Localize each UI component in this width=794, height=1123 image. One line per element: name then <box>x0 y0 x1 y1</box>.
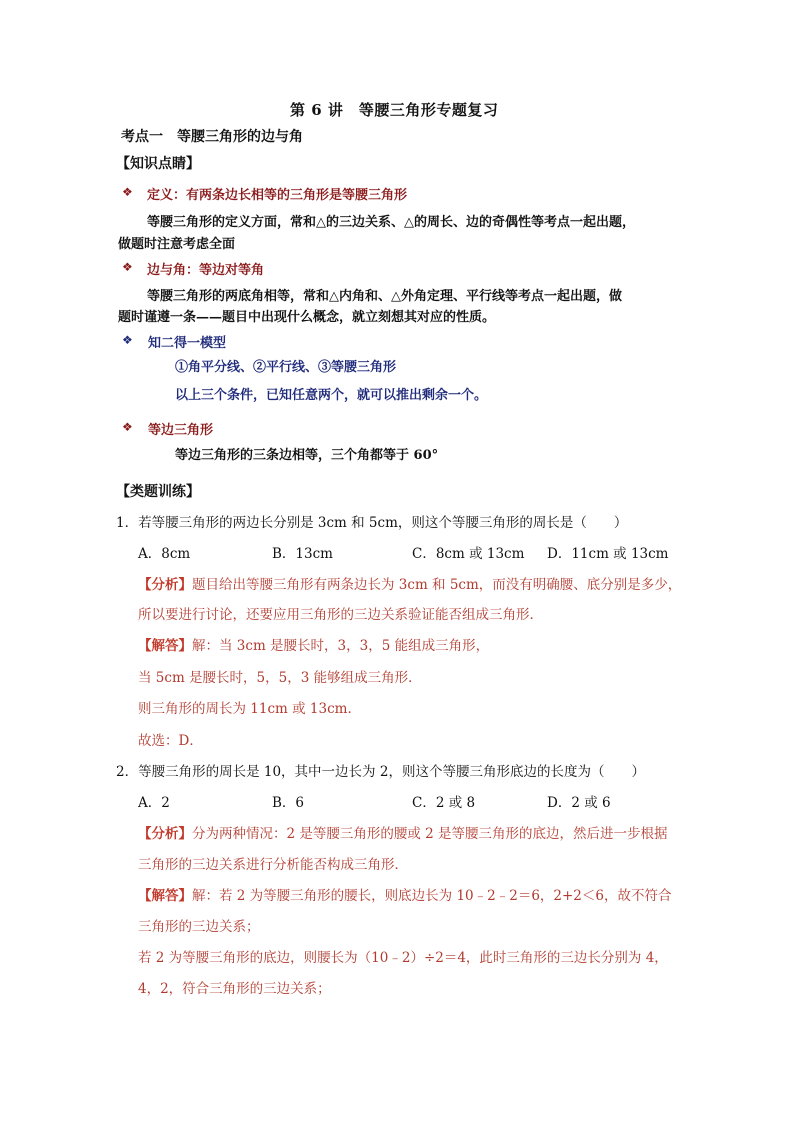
equilateral-label: 等边三角形 <box>148 423 214 438</box>
q1-option-b: B．13cm <box>272 546 333 562</box>
definition-label: 定义：有两条边长相等的三角形是等腰三角形 <box>147 188 408 203</box>
q1-analysis-line2: 所以要进行讨论，还要应用三角形的三边关系验证能否组成三角形． <box>138 607 543 623</box>
analysis-tag: 【分析】 <box>138 826 192 842</box>
q2-option-c: C．2 或 8 <box>412 795 476 811</box>
analysis-tag: 【分析】 <box>138 577 192 593</box>
q2-option-a: A．2 <box>138 795 170 811</box>
q2-option-d: D．2 或 6 <box>547 795 611 811</box>
knowledge-header: 【知识点睛】 <box>116 156 200 172</box>
diamond-bullet-icon: ❖ <box>122 420 133 434</box>
model-rule: 以上三个条件，已知任意两个，就可以推出剩余一个。 <box>175 388 488 403</box>
question-1-stem: 1．若等腰三角形的两边长分别是 3cm 和 5cm，则这个等腰三角形的周长是（ ） <box>116 515 628 531</box>
q2-analysis-line2: 三角形的三边关系进行分析能否构成三角形． <box>138 857 408 873</box>
practice-header: 【类题训练】 <box>116 484 200 500</box>
diamond-bullet-icon: ❖ <box>122 185 133 199</box>
q2-answer-line1 <box>138 884 672 904</box>
question-2-stem: 2．等腰三角形的周长是 10，其中一边长为 2，则这个等腰三角形底边的长度为（ ） <box>116 764 645 780</box>
definition-body-line2: 做题时注意考虑全面 <box>118 237 236 252</box>
side-angle-body-line1: 等腰三角形的两底角相等，常和△内角和、△外角定理、平行线等考点一起出题，做 <box>147 289 622 304</box>
answer-text: 解：当 3cm 是腰长时，3，3，5 能组成三角形， <box>192 638 490 654</box>
page-title: 第 6 讲 等腰三角形专题复习 <box>290 101 499 119</box>
q2-option-b: B．6 <box>272 795 305 811</box>
q2-answer-line4: 4，2，符合三角形的三边关系； <box>138 981 331 997</box>
side-angle-body-line2: 题时谨遵一条——题目中出现什么概念，就立刻想其对应的性质。 <box>118 310 496 325</box>
q1-option-a: A．8cm <box>138 546 191 562</box>
answer-tag: 【解答】 <box>138 638 192 654</box>
equilateral-body: 等边三角形的三条边相等，三个角都等于 60° <box>175 448 439 463</box>
side-angle-label: 边与角：等边对等角 <box>147 263 265 278</box>
diamond-bullet-icon: ❖ <box>122 333 133 347</box>
q1-answer-line4: 故选：D． <box>138 733 203 749</box>
q1-answer-line3: 则三角形的周长为 11cm 或 13cm． <box>138 701 361 717</box>
answer-text: 解：若 2 为等腰三角形的腰长，则底边长为 10﹣2﹣2＝6，2+2＜6，故不符合 <box>192 888 672 904</box>
model-conditions: ①角平分线、②平行线、③等腰三角形 <box>175 360 397 375</box>
model-label: 知二得一模型 <box>148 336 227 351</box>
definition-body-line1: 等腰三角形的定义方面，常和△的三边关系、△的周长、边的奇偶性等考点一起出题， <box>147 215 635 230</box>
analysis-text: 题目给出等腰三角形有两条边长为 3cm 和 5cm，而没有明确腰、底分别是多少， <box>192 577 682 593</box>
q2-answer-line2: 三角形的三边关系； <box>138 919 260 935</box>
q1-answer-line1 <box>138 634 489 654</box>
q1-answer-line2: 当 5cm 是腰长时，5，5，3 能够组成三角形． <box>138 670 422 686</box>
q1-option-d: D．11cm 或 13cm <box>547 546 669 562</box>
answer-tag: 【解答】 <box>138 888 192 904</box>
section-heading: 考点一 等腰三角形的边与角 <box>121 129 303 145</box>
diamond-bullet-icon: ❖ <box>122 260 133 274</box>
q2-analysis-line1 <box>138 822 668 842</box>
q1-analysis-line1 <box>138 573 681 593</box>
q2-answer-line3: 若 2 为等腰三角形的底边，则腰长为（10﹣2）÷2＝4，此时三角形的三边长分别为 4， <box>138 950 668 966</box>
q1-option-c: C．8cm 或 13cm <box>412 546 525 562</box>
analysis-text: 分为两种情况：2 是等腰三角形的腰或 2 是等腰三角形的底边，然后进一步根据 <box>192 826 668 842</box>
